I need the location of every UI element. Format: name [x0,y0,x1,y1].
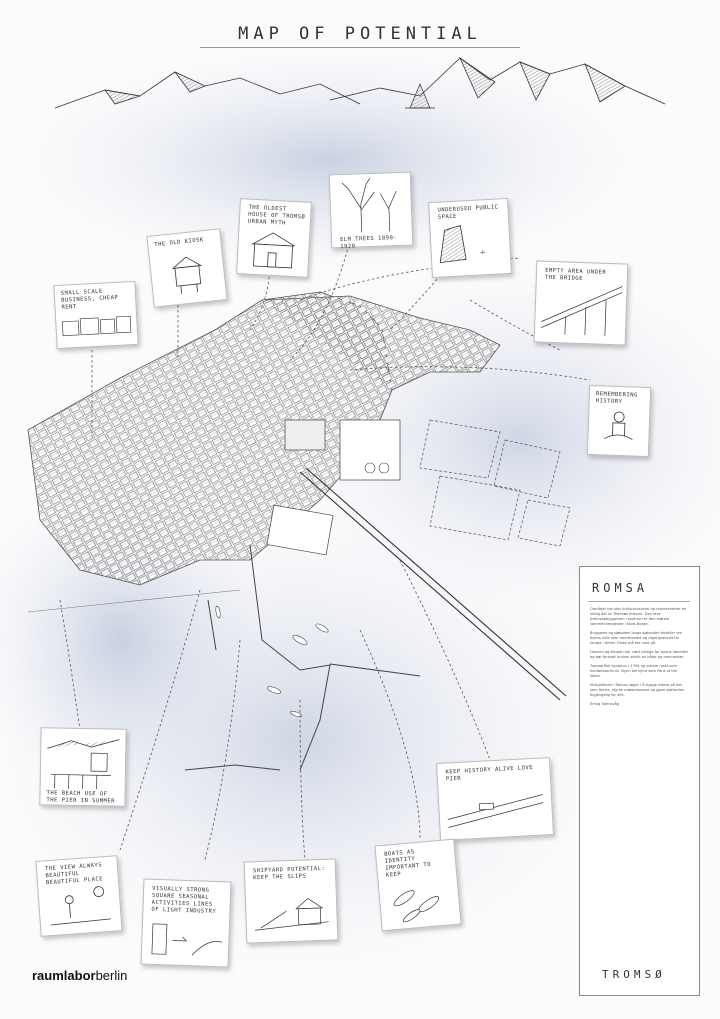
card-caption: SHIPYARD POTENTIAL: KEEP THE SLIPS [252,865,326,882]
card-caption: BOATS AS IDENTITY IMPORTANT TO KEEP [383,849,432,879]
panel-title: ROMSA [592,581,649,595]
shopfront-sketch [54,282,137,348]
card-caption: THE BEACH USE OF THE PIER IN SUMMER [46,790,116,805]
svg-text:÷: ÷ [479,248,486,257]
card-visually-strong [141,878,232,967]
romsa-panel [579,566,700,996]
card-caption: VISUALLY STRONG SQUARE SEASONAL ACTIVITIES LINES OF LIGHT INDUSTRY [151,885,217,916]
panel-paragraph: Området har stor kulturarvsverdi og representerer en viktig del av Tromsøs historie. Den lave trehusbebyggelsen i sentrum er den største sammenhengende i Nord-Norge. [590,607,687,626]
poster-title: MAP OF POTENTIAL [238,24,482,44]
panel-divider [588,601,690,602]
oldest-house-sketch [237,199,311,277]
pier-sketch [437,758,553,840]
panel-footer-city: TROMSØ [602,968,666,981]
card-caption: REMEMBERING HISTORY [595,391,638,406]
card-caption: UNDERUSED PUBLIC SPACE [437,204,499,221]
card-remembering [587,385,651,457]
card-caption: ELM TREES 1890-1920 [339,235,398,251]
panel-signature: Erling Steinsvåg [590,702,620,706]
card-beach [39,727,126,806]
card-caption: THE OLD KIOSK [154,237,205,249]
card-caption: THE OLDEST HOUSE OF TROMSØ URBAN MYTH [247,204,306,227]
brand-rest: berlin [95,968,128,983]
card-caption: THE VIEW ALWAYS BEAUTIFUL BEAUTIFUL PLACE [44,862,104,887]
panel-paragraph: Mulighetene i Romsa ligger i å bygge videre på det som finnes, styrke møteplassene og gjøre sjøfronten tilgjengelig for alle. [590,683,685,697]
statue-sketch [588,386,650,456]
brand-logo [32,968,127,983]
shipyard-sketch [245,859,338,942]
boats-sketch [375,840,460,930]
card-elm-trees [329,172,414,249]
panel-paragraph: Bryggene og sjøboden langs sjøkanten forteller om byens rolle som handelssted og utgangspunkt for fangst i Arktis. Disse må tas vare på. [590,631,683,645]
card-view [35,855,122,937]
panel-paragraph: Tromsø fikk bystatus i 1794 og vokste raskt som handelssentrum. Byen ble kjent som Paris of the North. [590,664,678,678]
card-caption: KEEP HISTORY ALIVE LOVE PIER [445,764,534,783]
card-underused-space [428,198,512,278]
card-keep-history [436,757,554,841]
panel-body [590,607,689,711]
square-sketch [142,880,231,967]
brand-bold: raumlabor [32,968,96,983]
card-small-scale [53,281,138,349]
card-old-kiosk [146,228,227,307]
card-empty-area [534,260,629,345]
card-oldest-house [236,198,312,278]
card-caption: EMPTY AREA UNDER THE BRIDGE [544,267,607,283]
card-shipyard [244,858,339,943]
card-caption: SMALL SCALE BUSINESS, CHEAP RENT [60,288,119,311]
bridge-underside-sketch [535,261,628,344]
view-sketch [37,856,122,935]
card-boats [374,839,461,932]
kiosk-sketch [148,229,227,306]
public-space-sketch [429,199,511,277]
panel-paragraph: Havnen og slippen har vært viktige for byens identitet og bør fortsatt brukes aktivt av båter og mennesker. [590,650,688,659]
